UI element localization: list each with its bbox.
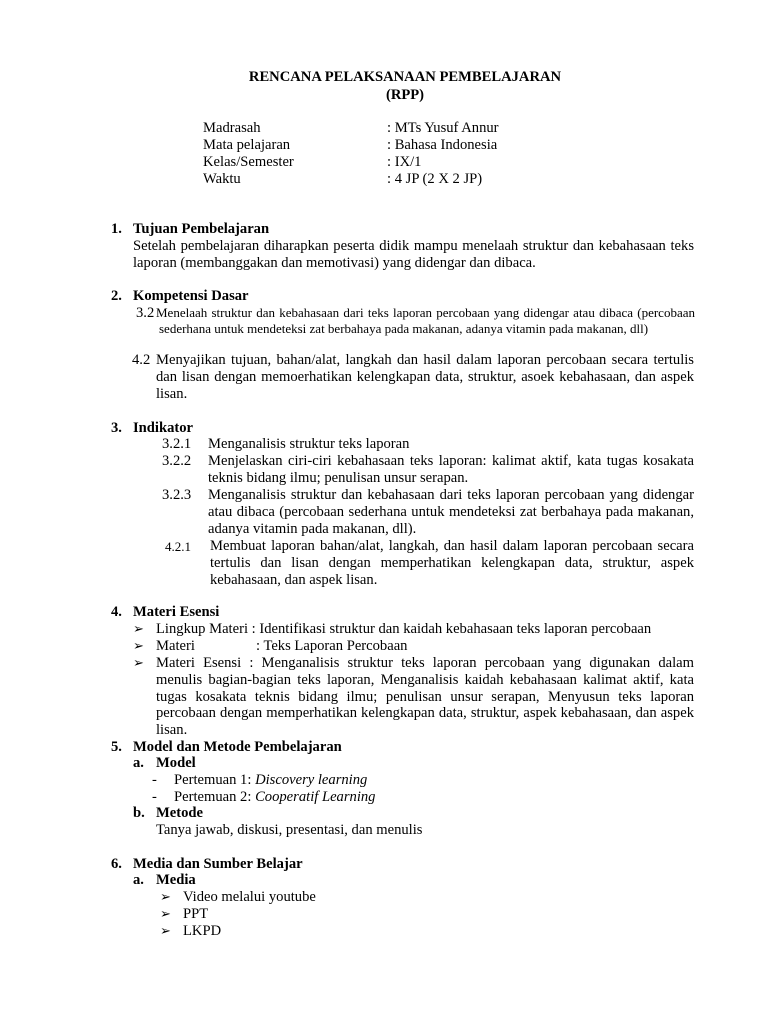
subsection-heading: Model <box>156 755 196 771</box>
indicator-number: 3.2.1 <box>162 436 192 452</box>
section-heading: Media dan Sumber Belajar <box>133 856 303 872</box>
kd-number: 3.2 <box>136 305 155 321</box>
metode-text: Tanya jawab, diskusi, presentasi, dan menulis <box>156 822 423 838</box>
arrow-bullet-icon: ➢ <box>160 923 171 938</box>
section-number: 6. <box>111 856 122 872</box>
materi-lingkup: Lingkup Materi : Identifikasi struktur dan kaidah kebahasaan teks laporan percobaan <box>156 621 652 637</box>
section-number: 1. <box>111 221 122 237</box>
media-item: LKPD <box>183 923 222 939</box>
section-number: 2. <box>111 288 122 304</box>
materi-value: : Teks Laporan Percobaan <box>256 638 408 654</box>
identity-label: Madrasah <box>203 120 261 136</box>
indicator-text: Menganalisis struktur dan kebahasaan dari teks laporan percobaan yang didengar atau dibaca (percobaan sederhana untuk mendeteksi zat berbahaya pada makanan, adanya vitamin pada makanan, dll). <box>208 487 694 537</box>
section-heading: Indikator <box>133 420 194 436</box>
section-number: 5. <box>111 739 122 755</box>
kd-text: Menelaah struktur dan kebahasaan dari teks laporan percobaan yang didengar atau dibaca (percobaan sederhana untuk mendeteksi zat berbahaya pada makanan, adanya vitamin pada makanan, dll) <box>156 305 695 336</box>
identity-value: : IX/1 <box>387 154 422 170</box>
identity-label: Waktu <box>203 171 241 187</box>
indicator-number: 3.2.2 <box>162 453 192 469</box>
section-number: 4. <box>111 604 122 620</box>
section-heading: Materi Esensi <box>133 604 220 620</box>
meeting-1-model: Pertemuan 1: Discovery learning <box>174 772 368 788</box>
section-heading: Tujuan Pembelajaran <box>133 221 270 237</box>
subsection-label: a. <box>133 872 144 888</box>
arrow-bullet-icon: ➢ <box>160 889 171 904</box>
kd-text: Menyajikan tujuan, bahan/alat, langkah dan hasil dalam laporan percobaan secara tertulis dan lisan dengan memoerhatikan kelengkapan data, struktur, asoek kebahasaan, dan aspek lisan. <box>156 352 694 402</box>
arrow-bullet-icon: ➢ <box>160 906 171 921</box>
dash-bullet: - <box>152 789 157 805</box>
indicator-text: Menganalisis struktur teks laporan <box>208 436 410 452</box>
kd-number: 4.2 <box>132 352 151 368</box>
document-subtitle: (RPP) <box>385 87 425 103</box>
section-heading: Kompetensi Dasar <box>133 288 249 304</box>
indicator-number: 3.2.3 <box>162 487 192 503</box>
indicator-number: 4.2.1 <box>165 539 191 554</box>
arrow-bullet-icon: ➢ <box>133 655 144 670</box>
identity-value: : 4 JP (2 X 2 JP) <box>387 171 483 187</box>
identity-value: : Bahasa Indonesia <box>387 137 498 153</box>
meeting-2-model: Pertemuan 2: Cooperatif Learning <box>174 789 376 805</box>
materi-esensi-text: Materi Esensi : Menganalisis struktur teks laporan percobaan yang digunakan dalam menulis bagian-bagian teks laporan, Menganalisis kaidah kebahasaan kalimat aktif, kata tugas kosakata teknis bidang ilmu; penulisan unsur serapan, Menyusun teks laporan percobaan dengan memperhatikan kelengkapan data, struktur, aspek kebahasaan, dan aspek lisan. <box>156 655 694 739</box>
indicator-text: Menjelaskan ciri-ciri kebahasaan teks laporan: kalimat aktif, kata tugas kosakata teknis bidang ilmu; penulisan unsur serapan. <box>208 453 694 486</box>
identity-label: Mata pelajaran <box>203 137 291 153</box>
section-heading: Model dan Metode Pembelajaran <box>133 739 342 755</box>
identity-value: : MTs Yusuf Annur <box>387 120 499 136</box>
arrow-bullet-icon: ➢ <box>133 621 144 636</box>
media-item: PPT <box>183 906 209 922</box>
document-title: RENCANA PELAKSANAAN PEMBELAJARAN <box>248 69 562 85</box>
subsection-label: b. <box>133 805 145 821</box>
identity-label: Kelas/Semester <box>203 154 294 170</box>
subsection-label: a. <box>133 755 144 771</box>
subsection-heading: Metode <box>156 805 204 821</box>
media-item: Video melalui youtube <box>183 889 316 905</box>
indicator-text: Membuat laporan bahan/alat, langkah, dan hasil dalam laporan percobaan secara tertulis dan lisan dengan memperhatikan kelengkapan data, struktur, aspek kebahasaan, dan aspek lisan. <box>210 538 694 588</box>
section-paragraph: Setelah pembelajaran diharapkan peserta didik mampu menelaah struktur dan kebahasaan teks laporan (membanggakan dan memotivasi) yang didengar dan dibaca. <box>133 238 694 271</box>
arrow-bullet-icon: ➢ <box>133 638 144 653</box>
subsection-heading: Media <box>156 872 196 888</box>
materi-label: Materi <box>156 638 195 654</box>
section-number: 3. <box>111 420 122 436</box>
dash-bullet: - <box>152 772 157 788</box>
